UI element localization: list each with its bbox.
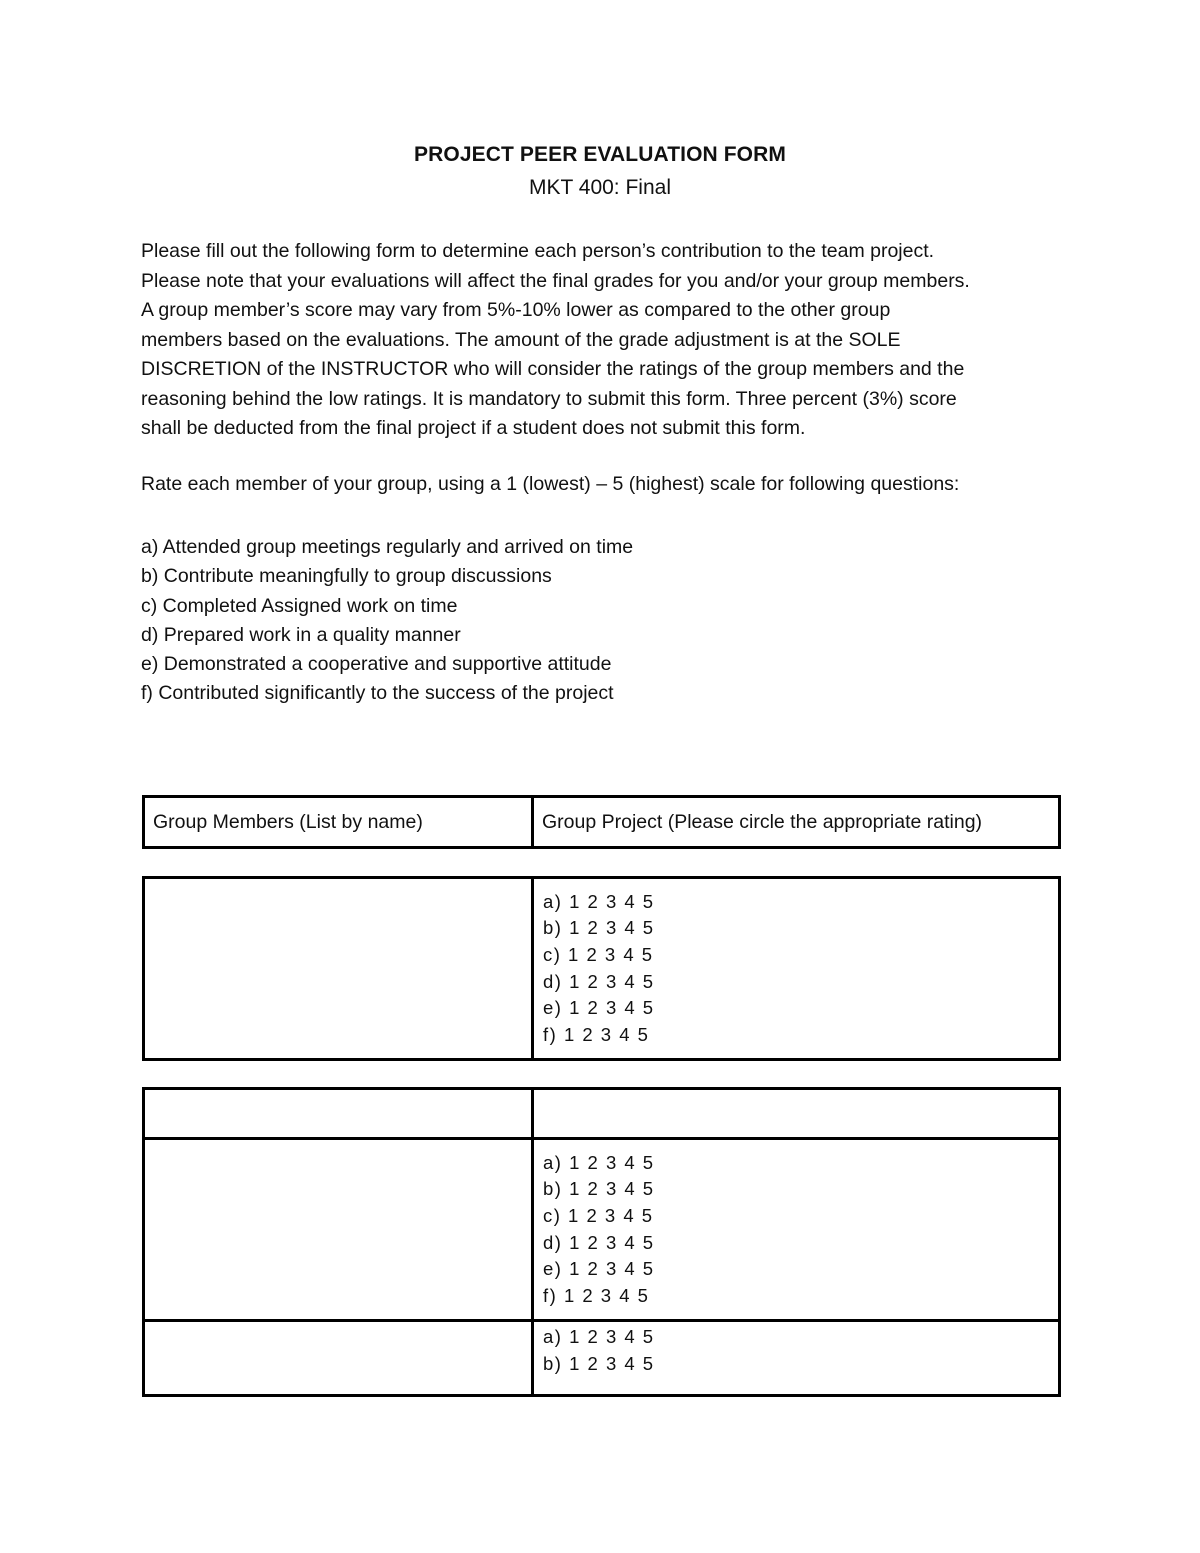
intro-paragraph [141, 237, 1076, 444]
rating-list [534, 1324, 1058, 1377]
member-table-2 [142, 1087, 1061, 1397]
question-a: a) Attended group meetings regularly and arrived on time [141, 536, 634, 558]
rating-d[interactable]: d) 1 2 3 4 5 [543, 1231, 655, 1253]
rating-c[interactable]: c) 1 2 3 4 5 [543, 1204, 654, 1226]
header-table [142, 795, 1061, 849]
question-f: f) Contributed significantly to the success of the project [141, 682, 614, 705]
intro-line: A group member’s score may vary from 5%-10% lower as compared to the other group [141, 299, 891, 321]
rating-b[interactable]: b) 1 2 3 4 5 [543, 1178, 655, 1200]
rating-list [534, 889, 1058, 1049]
rating-f[interactable]: f) 1 2 3 4 5 [543, 1023, 650, 1045]
header-project-label: Group Project (Please circle the appropriate rating) [542, 810, 983, 833]
course-subtitle: MKT 400: Final [528, 176, 671, 199]
rating-list [534, 1150, 1058, 1310]
rating-b[interactable]: b) 1 2 3 4 5 [543, 1353, 655, 1374]
intro-line: Please fill out the following form to determine each person’s contribution to the team project. [141, 240, 935, 262]
header-project-cell [533, 797, 1060, 848]
empty-header-cell[interactable] [144, 1089, 533, 1139]
intro-line: Please note that your evaluations will affect the final grades for you and/or your group members. [141, 269, 970, 292]
rating-f[interactable]: f) 1 2 3 4 5 [543, 1284, 650, 1306]
member-name-cell[interactable] [144, 1321, 533, 1396]
member-table-1 [142, 876, 1061, 1061]
rating-c[interactable]: c) 1 2 3 4 5 [543, 943, 654, 965]
intro-line: members based on the evaluations. The amount of the grade adjustment is at the SOLE [141, 328, 901, 351]
header-members-label: Group Members (List by name) [153, 810, 423, 833]
form-title: PROJECT PEER EVALUATION FORM [414, 143, 786, 166]
question-b: b) Contribute meaningfully to group discussions [141, 565, 552, 588]
rating-a[interactable]: a) 1 2 3 4 5 [543, 1151, 655, 1173]
question-d: d) Prepared work in a quality manner [141, 623, 461, 646]
question-list [141, 533, 633, 709]
intro-line: shall be deducted from the final project if a student does not submit this form. [141, 417, 806, 439]
intro-line: reasoning behind the low ratings. It is mandatory to submit this form. Three percent (3%) score [141, 387, 957, 410]
rating-e[interactable]: e) 1 2 3 4 5 [543, 1258, 655, 1280]
rating-d[interactable]: d) 1 2 3 4 5 [543, 970, 655, 992]
member-name-cell[interactable] [144, 1139, 533, 1321]
question-e: e) Demonstrated a cooperative and supportive attitude [141, 653, 612, 676]
member-rating-cell [533, 1139, 1060, 1321]
member-rating-cell [533, 1321, 1060, 1396]
rating-a[interactable]: a) 1 2 3 4 5 [543, 890, 655, 912]
rating-b[interactable]: b) 1 2 3 4 5 [543, 917, 655, 939]
scale-instruction: Rate each member of your group, using a 1 (lowest) – 5 (highest) scale for following questions: [141, 473, 960, 495]
rating-a[interactable]: a) 1 2 3 4 5 [543, 1326, 655, 1348]
member-rating-cell [533, 878, 1060, 1060]
question-c: c) Completed Assigned work on time [141, 594, 458, 617]
rating-e[interactable]: e) 1 2 3 4 5 [543, 997, 655, 1019]
header-members-cell [144, 797, 533, 848]
member-name-cell[interactable] [144, 878, 533, 1060]
empty-header-cell[interactable] [533, 1089, 1060, 1139]
intro-line: DISCRETION of the INSTRUCTOR who will consider the ratings of the group members and the [141, 358, 965, 380]
